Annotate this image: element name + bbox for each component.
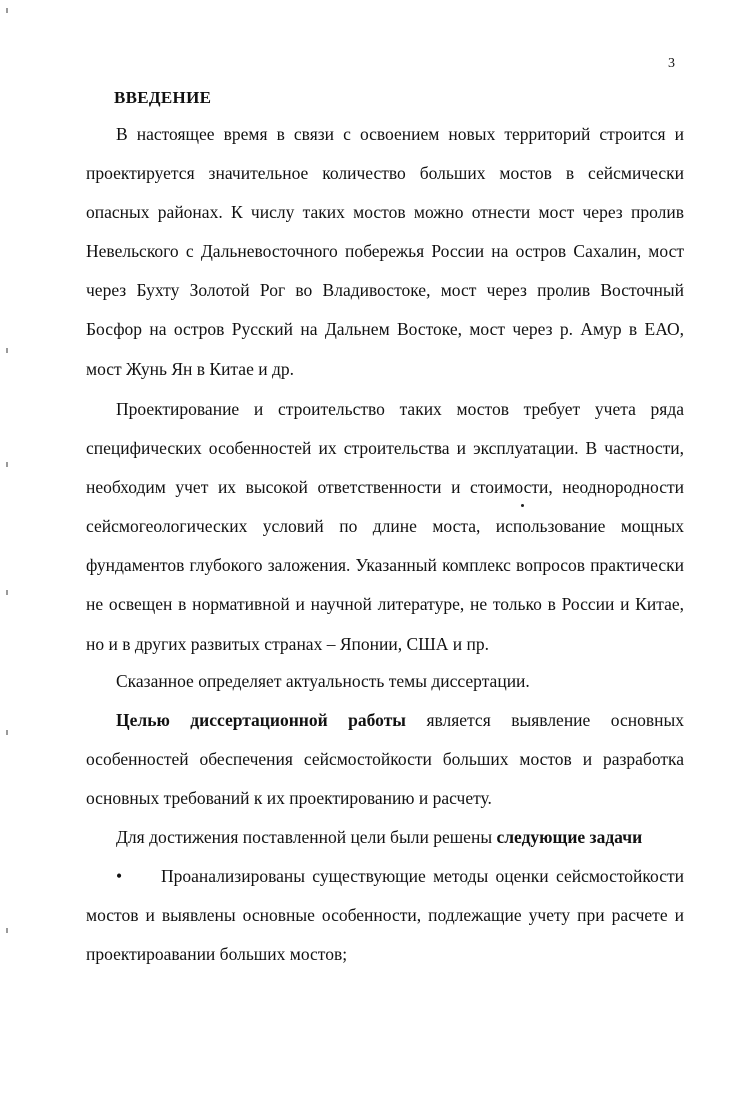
text-line: не освещен в нормативной и научной литературе, не только в России и Китае, xyxy=(86,594,684,615)
tasks-intro-text: Для достижения поставленной цели были решены xyxy=(116,827,493,847)
text-line: основных требований к их проектированию и расчету. xyxy=(86,788,492,809)
text-line: опасных районах. К числу таких мостов можно отнести мост через пролив xyxy=(86,202,684,223)
text-line: проектируется значительное количество больших мостов в сейсмически xyxy=(86,163,684,184)
paragraph-tasks-intro xyxy=(86,818,684,857)
scan-artifact xyxy=(6,348,8,353)
scan-artifact xyxy=(6,8,8,13)
text-line: особенностей обеспечения сейсмостойкости больших мостов и разработка xyxy=(86,749,684,770)
scan-artifact xyxy=(6,590,8,595)
scan-artifact xyxy=(6,730,8,735)
text-line xyxy=(86,857,684,896)
text-line: Проектирование и строительство таких мостов требует учета ряда xyxy=(116,399,684,419)
text-line: Босфор на остров Русский на Дальнем Востоке, мост через р. Амур в ЕАО, xyxy=(86,319,684,340)
text-line xyxy=(86,701,684,740)
text-line: Невельского с Дальневосточного побережья России на остров Сахалин, мост xyxy=(86,241,684,262)
text-line: Сказанное определяет актуальность темы диссертации. xyxy=(116,671,530,691)
text-line: необходим учет их высокой ответственности и стоимости, неоднородности xyxy=(86,477,684,498)
paragraph-relevance xyxy=(86,662,684,701)
goal-line-rest: является выявление основных xyxy=(426,710,684,730)
text-line: но и в других развитых странах – Японии, США и пр. xyxy=(86,633,490,654)
paragraph-design xyxy=(86,390,684,664)
goal-bold-phrase: Целью диссертационной работы xyxy=(116,710,406,730)
text-line: сейсмогеологических условий по длине моста, использование мощных xyxy=(86,516,684,537)
text-line xyxy=(86,818,684,857)
paragraph-goal xyxy=(86,701,684,818)
text-line: специфических особенностей их строительства и эксплуатации. В частности, xyxy=(86,438,684,459)
text-line: В настоящее время в связи с освоением новых территорий строится и xyxy=(116,124,684,144)
text-line: мост Жунь Ян в Китае и др. xyxy=(86,358,294,379)
scan-artifact xyxy=(6,928,8,933)
scan-artifact xyxy=(6,462,8,467)
text-line: мостов и выявлены основные особенности, подлежащие учету при расчете и xyxy=(86,905,684,926)
text-line: через Бухту Золотой Рог во Владивостоке, мост через пролив Восточный xyxy=(86,280,684,301)
tasks-bold-phrase: следующие задачи xyxy=(496,827,643,847)
bullet-line-1: Проанализированы существующие методы оценки сейсмостойкости xyxy=(161,866,684,886)
page-number: 3 xyxy=(668,56,675,71)
section-heading: ВВЕДЕНИЕ xyxy=(114,88,212,107)
paragraph-intro xyxy=(86,115,684,389)
task-list-item xyxy=(86,857,684,974)
bullet-symbol: • xyxy=(116,866,123,886)
text-line: проектироавании больших мостов; xyxy=(86,944,348,965)
text-line: фундаментов глубокого заложения. Указанный комплекс вопросов практически xyxy=(86,555,684,576)
